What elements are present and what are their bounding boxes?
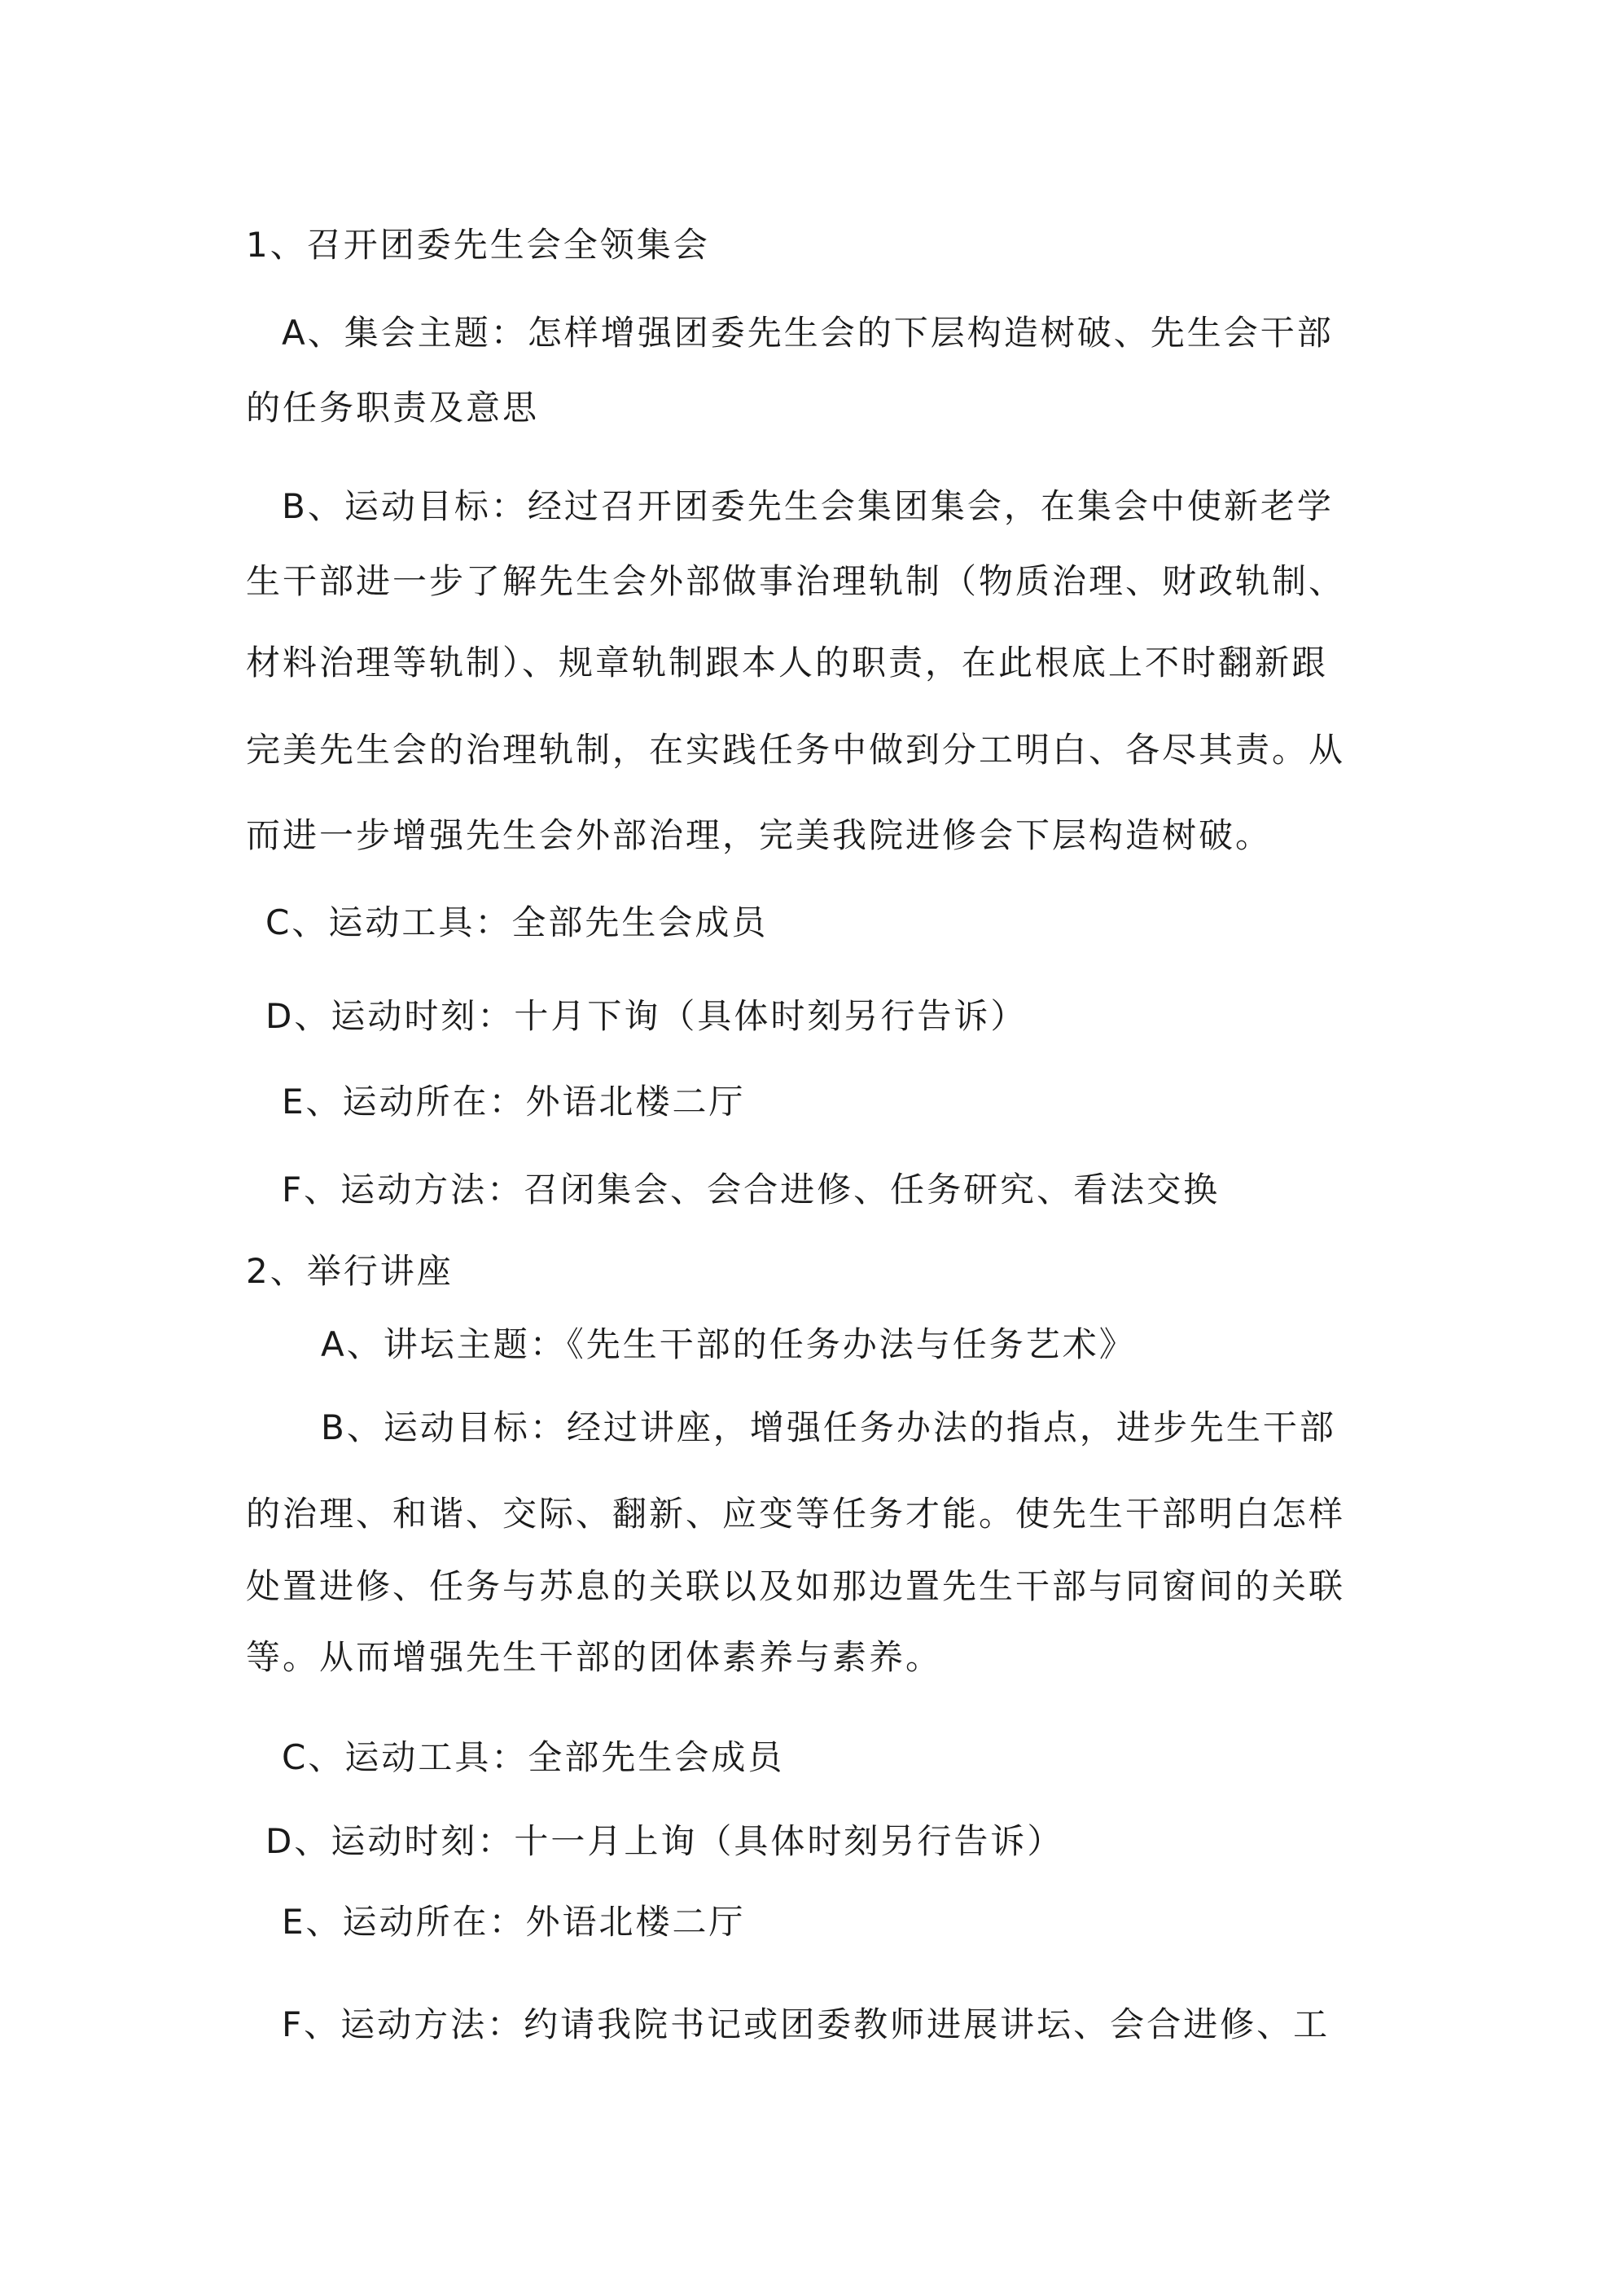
section-1-item-b-line-5: 而进一步增强先生会外部治理，完美我院进修会下层构造树破。 [246,815,1273,855]
section-2-item-b-line-4: 等。从而增强先生干部的团体素养与素养。 [246,1637,943,1677]
section-1-item-b-line-4: 完美先生会的治理轨制，在实践任务中做到分工明白、各尽其责。从 [246,730,1346,770]
section-1-item-a-line-2: 的任务职责及意思 [246,388,540,428]
section-1-item-f: F、运动方法：召闭集会、会合进修、任务研究、看法交换 [282,1170,1221,1209]
section-2-item-b-line-1: B、运动目标：经过讲座，增强任务办法的指点，进步先生干部 [321,1407,1336,1447]
section-1-item-c: C、运动工具：全部先生会成员 [265,902,769,942]
section-1-item-a-line-1: A、集会主题：怎样增强团委先生会的下层构造树破、先生会干部 [282,313,1334,353]
section-1-item-b-line-1: B、运动目标：经过召开团委先生会集团集会，在集会中使新老学 [282,486,1334,526]
section-1-item-e: E、运动所在：外语北楼二厅 [282,1082,746,1122]
section-1-item-b-line-3: 材料治理等轨制）、规章轨制跟本人的职责，在此根底上不时翻新跟 [246,643,1329,683]
section-2-heading: 2、举行讲座 [246,1251,454,1291]
section-2-item-e: E、运动所在：外语北楼二厅 [282,1902,746,1942]
section-2-item-f: F、运动方法：约请我院书记或团委教师进展讲坛、会合进修、工 [282,2004,1330,2044]
section-2-item-b-line-2: 的治理、和谐、交际、翻新、应变等任务才能。使先生干部明白怎样 [246,1494,1346,1534]
section-1-item-d: D、运动时刻：十月下询（具体时刻另行告诉） [265,996,1028,1036]
section-1-item-b-line-2: 生干部进一步了解先生会外部做事治理轨制（物质治理、财政轨制、 [246,561,1346,601]
section-2-item-a: A、讲坛主题：《先生干部的任务办法与任务艺术》 [321,1324,1136,1364]
section-1-heading: 1、召开团委先生会全领集会 [246,225,710,265]
section-2-item-b-line-3: 处置进修、任务与苏息的关联以及如那边置先生干部与同窗间的关联 [246,1566,1346,1606]
section-2-item-c: C、运动工具：全部先生会成员 [282,1737,785,1777]
section-2-item-d: D、运动时刻：十一月上询（具体时刻另行告诉） [265,1821,1064,1861]
